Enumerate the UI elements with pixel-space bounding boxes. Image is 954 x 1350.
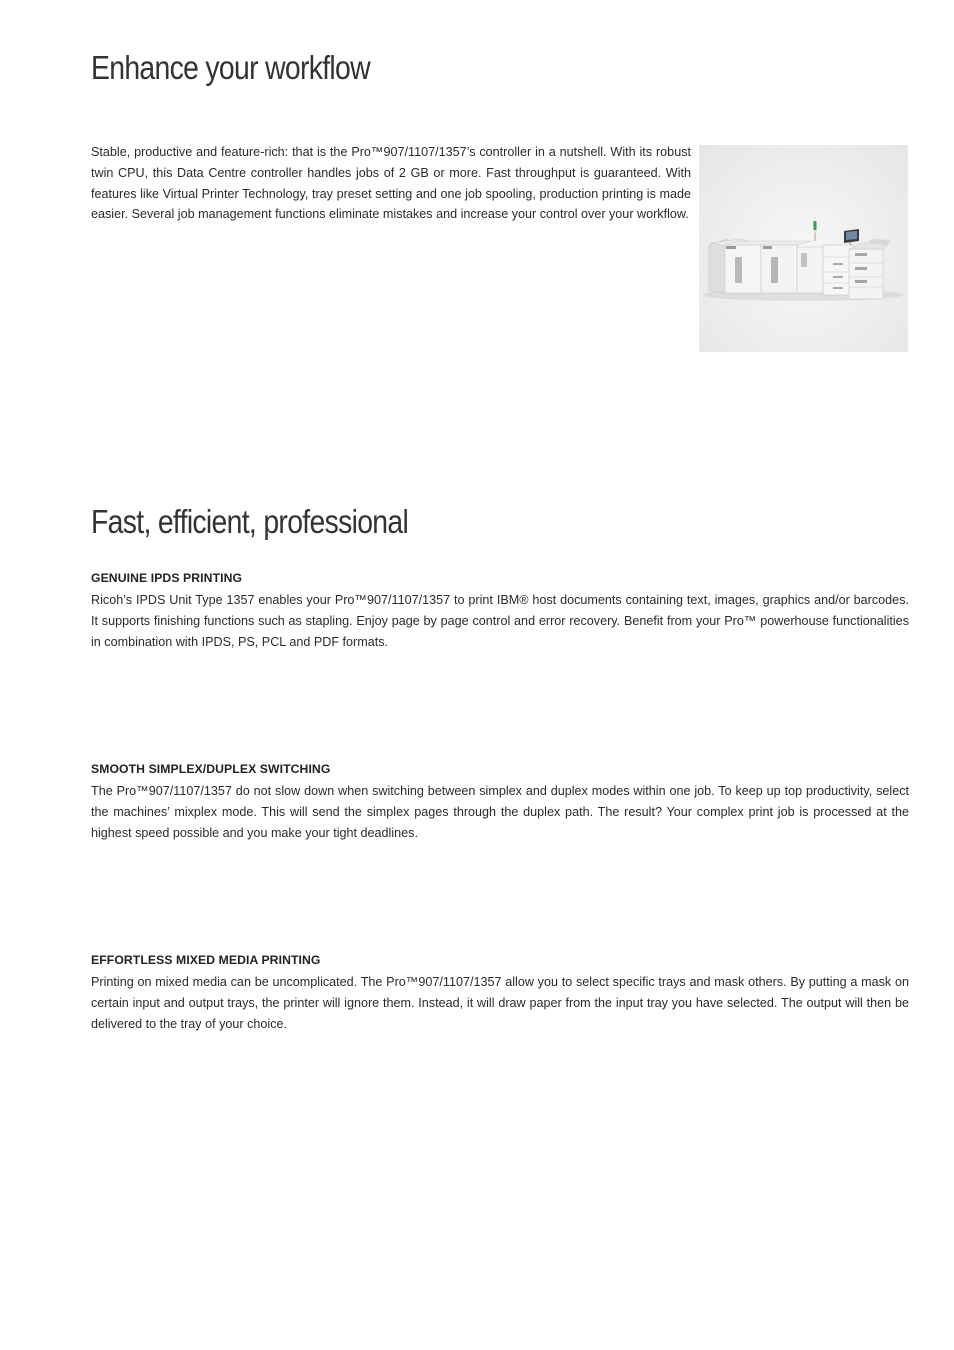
heading-enhance-workflow: Enhance your workflow (91, 49, 370, 86)
section-text: Ricoh’s IPDS Unit Type 1357 enables your Pro™907/1107/1357 to print IBM® host documents containing text, images, graphics and/or barcodes. It supports finishing functions such as stapling. Enjoy page by page control and error recovery. Benefit from your Pro™ powerhouse functionalities in combination with IPDS, PS, PCL and PDF formats. (91, 593, 909, 649)
section-mixed-media (91, 951, 909, 1034)
section-text: Printing on mixed media can be uncomplicated. The Pro™907/1107/1357 allow you to select specific trays and mask others. By putting a mask on certain input and output trays, the printer will ignore them. Instead, it will draw paper from the input tray you have selected. The output will then be delivered to the tray of your choice. (91, 975, 909, 1031)
heading-fast-efficient: Fast, efficient, professional (91, 503, 409, 540)
section-text: The Pro™907/1107/1357 do not slow down when switching between simplex and duplex modes within one job. To keep up top productivity, select the machines’ mixplex mode. This will send the simplex pages through the duplex path. The result? Your complex print job is processed at the highest speed possible and you make your tight deadlines. (91, 784, 909, 840)
section-simplex-duplex (91, 760, 909, 843)
intro-paragraph: Stable, productive and feature-rich: that is the Pro™907/1107/1357’s controller in a nutshell. With its robust twin CPU, this Data Centre controller handles jobs of 2 GB or more. Fast throughput is guaranteed. With features like Virtual Printer Technology, tray preset setting and one job spooling, production printing is made easier. Several job management functions eliminate mistakes and increase your control over your workflow. (91, 145, 691, 222)
section-ipds-printing (91, 569, 909, 652)
section-title: GENUINE IPDS PRINTING (91, 571, 243, 585)
production-printer-photo (699, 145, 908, 352)
section-title: EFFORTLESS MIXED MEDIA PRINTING (91, 953, 321, 967)
printer-illustration-icon (699, 145, 908, 352)
section-title: SMOOTH SIMPLEX/DUPLEX SWITCHING (91, 762, 331, 776)
